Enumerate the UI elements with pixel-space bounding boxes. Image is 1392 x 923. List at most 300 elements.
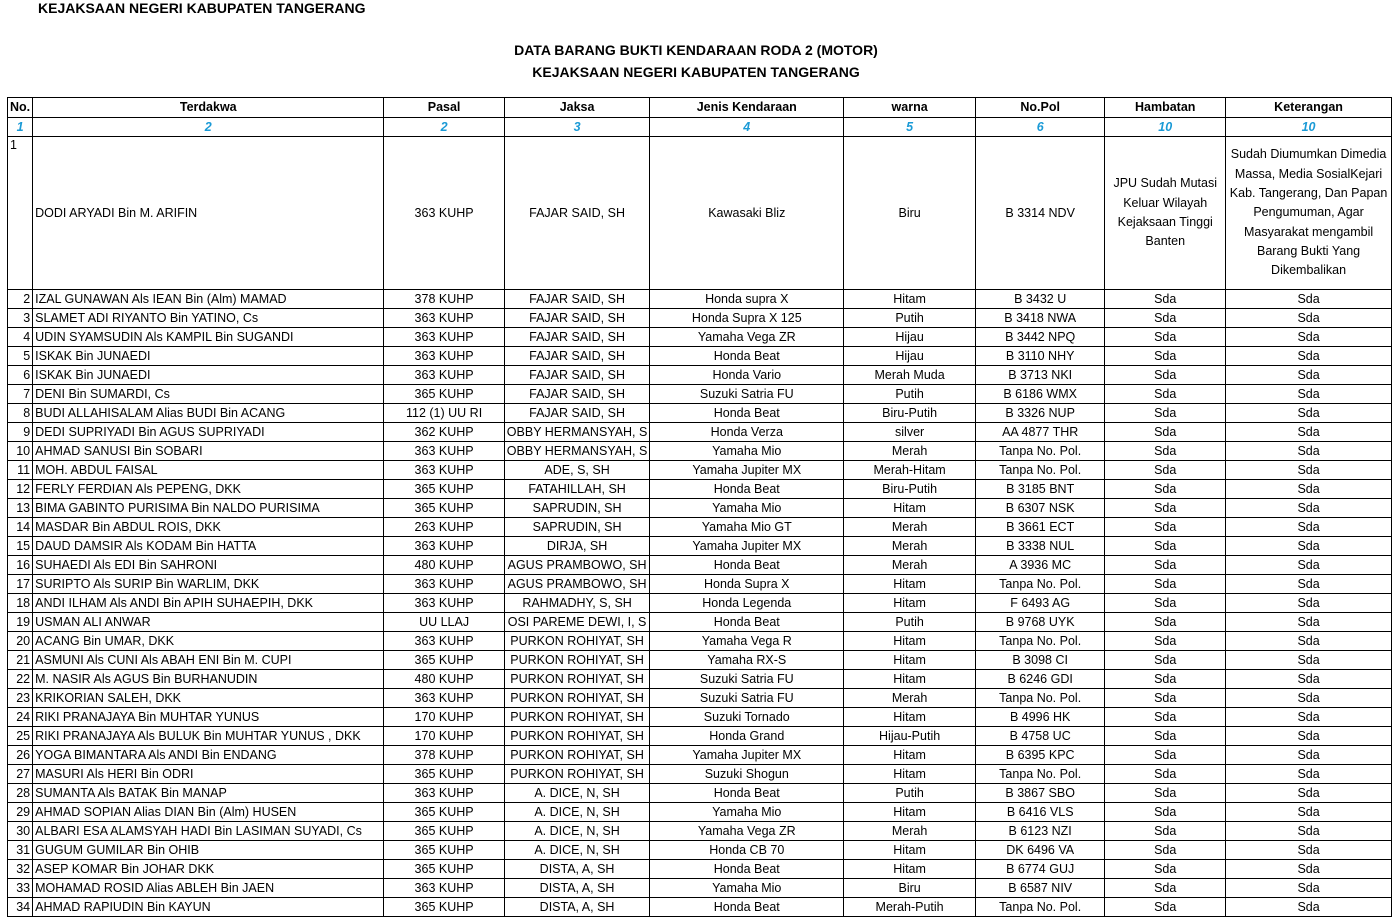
cell-nopol: B 9768 UYK (976, 613, 1105, 632)
cell-no: 15 (8, 537, 33, 556)
table-row (8, 366, 1392, 385)
cell-nopol: DK 6496 VA (976, 841, 1105, 860)
cell-terdakwa: AHMAD RAPIUDIN Bin KAYUN (33, 898, 384, 917)
cell-terdakwa: YOGA BIMANTARA Als ANDI Bin ENDANG (33, 746, 384, 765)
cell-jenis: Honda Vario (650, 366, 844, 385)
cell-nopol: Tanpa No. Pol. (976, 632, 1105, 651)
cell-nopol: AA 4877 THR (976, 423, 1105, 442)
cell-terdakwa: SUHAEDI Als EDI Bin SAHRONI (33, 556, 384, 575)
cell-jaksa: PURKON ROHIYAT, SH (504, 746, 650, 765)
table-row-first (8, 137, 1392, 290)
cell-hambatan: Sda (1105, 518, 1226, 537)
cell-terdakwa: ISKAK Bin JUNAEDI (33, 366, 384, 385)
cell-keterangan: Sda (1226, 499, 1392, 518)
cell-warna: silver (844, 423, 976, 442)
cell-pasal: 365 KUHP (384, 499, 504, 518)
cell-warna: Merah (844, 442, 976, 461)
table-row (8, 442, 1392, 461)
cell-nopol: Tanpa No. Pol. (976, 575, 1105, 594)
cell-jaksa: OSI PAREME DEWI, I, S (504, 613, 650, 632)
cell-hambatan: Sda (1105, 309, 1226, 328)
cell-jaksa: A. DICE, N, SH (504, 841, 650, 860)
column-index: 1 (8, 118, 33, 137)
cell-hambatan: Sda (1105, 822, 1226, 841)
cell-pasal: 170 KUHP (384, 708, 504, 727)
cell-no: 7 (8, 385, 33, 404)
cell-terdakwa: RIKI PRANAJAYA Als BULUK Bin MUHTAR YUNUS , DKK (33, 727, 384, 746)
cell-jenis: Honda Grand (650, 727, 844, 746)
cell-jaksa: AGUS PRAMBOWO, SH (504, 556, 650, 575)
cell-no: 33 (8, 879, 33, 898)
cell-pasal: 363 KUHP (384, 575, 504, 594)
cell-keterangan: Sda (1226, 746, 1392, 765)
cell-nopol: B 3338 NUL (976, 537, 1105, 556)
cell-keterangan: Sda (1226, 765, 1392, 784)
cell-keterangan: Sda (1226, 556, 1392, 575)
table-row (8, 860, 1392, 879)
cell-hambatan: Sda (1105, 575, 1226, 594)
table-row (8, 423, 1392, 442)
cell-no: 1 (8, 137, 33, 290)
table-row (8, 309, 1392, 328)
document-subtitle: KEJAKSAAN NEGERI KABUPATEN TANGERANG (532, 64, 860, 80)
header-jenis-kendaraan: Jenis Kendaraan (650, 98, 844, 118)
cell-jaksa: FATAHILLAH, SH (504, 480, 650, 499)
cell-keterangan: Sda (1226, 613, 1392, 632)
cell-pasal: 363 KUHP (384, 537, 504, 556)
cell-terdakwa: ASMUNI Als CUNI Als ABAH ENI Bin M. CUPI (33, 651, 384, 670)
cell-jenis: Honda Beat (650, 860, 844, 879)
cell-hambatan: Sda (1105, 651, 1226, 670)
table-row (8, 784, 1392, 803)
cell-jenis: Honda Legenda (650, 594, 844, 613)
cell-warna: Hitam (844, 803, 976, 822)
cell-no: 23 (8, 689, 33, 708)
cell-warna: Hitam (844, 708, 976, 727)
cell-no: 20 (8, 632, 33, 651)
cell-pasal: 365 KUHP (384, 822, 504, 841)
table-row (8, 385, 1392, 404)
cell-jaksa: A. DICE, N, SH (504, 803, 650, 822)
cell-pasal: 362 KUHP (384, 423, 504, 442)
cell-no: 31 (8, 841, 33, 860)
cell-hambatan: Sda (1105, 784, 1226, 803)
cell-warna: Putih (844, 613, 976, 632)
table-row (8, 518, 1392, 537)
cell-warna: Hitam (844, 499, 976, 518)
cell-nopol: B 3185 BNT (976, 480, 1105, 499)
cell-no: 22 (8, 670, 33, 689)
cell-hambatan: JPU Sudah Mutasi Keluar Wilayah Kejaksaan Tinggi Banten (1105, 137, 1226, 290)
cell-terdakwa: AHMAD SANUSI Bin SOBARI (33, 442, 384, 461)
cell-hambatan: Sda (1105, 860, 1226, 879)
cell-pasal: 363 KUHP (384, 328, 504, 347)
cell-terdakwa: MOHAMAD ROSID Alias ABLEH Bin JAEN (33, 879, 384, 898)
table-row (8, 328, 1392, 347)
evidence-table (7, 97, 1392, 917)
cell-keterangan: Sda (1226, 708, 1392, 727)
cell-jaksa: DISTA, A, SH (504, 879, 650, 898)
cell-warna: Biru-Putih (844, 404, 976, 423)
table-row (8, 480, 1392, 499)
cell-jaksa: FAJAR SAID, SH (504, 328, 650, 347)
cell-keterangan: Sda (1226, 594, 1392, 613)
cell-keterangan: Sda (1226, 822, 1392, 841)
cell-no: 12 (8, 480, 33, 499)
table-row (8, 689, 1392, 708)
cell-jaksa: PURKON ROHIYAT, SH (504, 765, 650, 784)
cell-nopol: B 3098 CI (976, 651, 1105, 670)
cell-jaksa: FAJAR SAID, SH (504, 347, 650, 366)
cell-hambatan: Sda (1105, 841, 1226, 860)
table-row (8, 594, 1392, 613)
cell-keterangan: Sda (1226, 632, 1392, 651)
cell-nopol: Tanpa No. Pol. (976, 689, 1105, 708)
cell-jaksa: A. DICE, N, SH (504, 784, 650, 803)
cell-terdakwa: GUGUM GUMILAR Bin OHIB (33, 841, 384, 860)
cell-no: 5 (8, 347, 33, 366)
cell-keterangan: Sda (1226, 461, 1392, 480)
header-row (8, 98, 1392, 118)
cell-keterangan: Sda (1226, 841, 1392, 860)
cell-hambatan: Sda (1105, 347, 1226, 366)
cell-pasal: 480 KUHP (384, 670, 504, 689)
cell-no: 3 (8, 309, 33, 328)
cell-hambatan: Sda (1105, 746, 1226, 765)
cell-warna: Hijau-Putih (844, 727, 976, 746)
cell-keterangan: Sda (1226, 651, 1392, 670)
cell-nopol: B 6416 VLS (976, 803, 1105, 822)
cell-warna: Hitam (844, 670, 976, 689)
cell-keterangan: Sda (1226, 879, 1392, 898)
cell-jaksa: OBBY HERMANSYAH, S (504, 423, 650, 442)
cell-keterangan: Sda (1226, 442, 1392, 461)
cell-no: 16 (8, 556, 33, 575)
cell-nopol: B 6774 GUJ (976, 860, 1105, 879)
cell-pasal: 363 KUHP (384, 632, 504, 651)
cell-terdakwa: ISKAK Bin JUNAEDI (33, 347, 384, 366)
cell-jenis: Suzuki Shogun (650, 765, 844, 784)
column-index: 6 (976, 118, 1105, 137)
header-terdakwa: Terdakwa (33, 98, 384, 118)
cell-jaksa: PURKON ROHIYAT, SH (504, 708, 650, 727)
cell-warna: Hitam (844, 860, 976, 879)
cell-pasal: 363 KUHP (384, 137, 504, 290)
cell-jaksa: DISTA, A, SH (504, 860, 650, 879)
cell-jenis: Suzuki Tornado (650, 708, 844, 727)
cell-terdakwa: IZAL GUNAWAN Als IEAN Bin (Alm) MAMAD (33, 290, 384, 309)
cell-keterangan: Sda (1226, 290, 1392, 309)
organization-name: KEJAKSAAN NEGERI KABUPATEN TANGERANG (38, 0, 366, 16)
cell-pasal: 365 KUHP (384, 841, 504, 860)
cell-jaksa: PURKON ROHIYAT, SH (504, 651, 650, 670)
table-row (8, 651, 1392, 670)
cell-warna: Putih (844, 784, 976, 803)
table-row (8, 537, 1392, 556)
cell-no: 10 (8, 442, 33, 461)
cell-pasal: 363 KUHP (384, 347, 504, 366)
cell-hambatan: Sda (1105, 480, 1226, 499)
cell-no: 30 (8, 822, 33, 841)
cell-nopol: B 4996 HK (976, 708, 1105, 727)
cell-jaksa: DISTA, A, SH (504, 898, 650, 917)
cell-jenis: Yamaha Jupiter MX (650, 537, 844, 556)
cell-terdakwa: UDIN SYAMSUDIN Als KAMPIL Bin SUGANDI (33, 328, 384, 347)
cell-warna: Merah-Hitam (844, 461, 976, 480)
cell-jenis: Yamaha Mio (650, 879, 844, 898)
cell-nopol: Tanpa No. Pol. (976, 898, 1105, 917)
cell-jaksa: RAHMADHY, S, SH (504, 594, 650, 613)
cell-hambatan: Sda (1105, 594, 1226, 613)
column-index: 4 (650, 118, 844, 137)
cell-hambatan: Sda (1105, 727, 1226, 746)
cell-jaksa: ADE, S, SH (504, 461, 650, 480)
cell-jenis: Yamaha RX-S (650, 651, 844, 670)
cell-pasal: 378 KUHP (384, 746, 504, 765)
cell-keterangan: Sda (1226, 423, 1392, 442)
cell-no: 2 (8, 290, 33, 309)
cell-terdakwa: MOH. ABDUL FAISAL (33, 461, 384, 480)
cell-jaksa: DIRJA, SH (504, 537, 650, 556)
cell-pasal: 363 KUHP (384, 309, 504, 328)
cell-jaksa: FAJAR SAID, SH (504, 137, 650, 290)
cell-no: 26 (8, 746, 33, 765)
column-index: 2 (384, 118, 504, 137)
cell-jenis: Yamaha Vega R (650, 632, 844, 651)
cell-warna: Putih (844, 309, 976, 328)
cell-pasal: 378 KUHP (384, 290, 504, 309)
cell-jenis: Honda Supra X 125 (650, 309, 844, 328)
cell-nopol: B 6246 GDI (976, 670, 1105, 689)
cell-pasal: 363 KUHP (384, 461, 504, 480)
cell-warna: Hijau (844, 347, 976, 366)
table-row (8, 404, 1392, 423)
cell-keterangan: Sda (1226, 898, 1392, 917)
cell-terdakwa: DAUD DAMSIR Als KODAM Bin HATTA (33, 537, 384, 556)
cell-jenis: Yamaha Jupiter MX (650, 461, 844, 480)
cell-no: 9 (8, 423, 33, 442)
cell-jaksa: SAPRUDIN, SH (504, 499, 650, 518)
cell-no: 24 (8, 708, 33, 727)
cell-warna: Putih (844, 385, 976, 404)
cell-terdakwa: DEDI SUPRIYADI Bin AGUS SUPRIYADI (33, 423, 384, 442)
cell-nopol: B 3110 NHY (976, 347, 1105, 366)
cell-no: 18 (8, 594, 33, 613)
cell-keterangan: Sda (1226, 575, 1392, 594)
cell-keterangan: Sda (1226, 328, 1392, 347)
cell-nopol: B 6186 WMX (976, 385, 1105, 404)
cell-no: 13 (8, 499, 33, 518)
table-row (8, 290, 1392, 309)
header-keterangan: Keterangan (1226, 98, 1392, 118)
cell-hambatan: Sda (1105, 537, 1226, 556)
table-row (8, 499, 1392, 518)
cell-warna: Merah (844, 689, 976, 708)
cell-jenis: Honda Beat (650, 480, 844, 499)
cell-jenis: Yamaha Mio GT (650, 518, 844, 537)
header-no: No. (8, 98, 33, 118)
cell-terdakwa: BIMA GABINTO PURISIMA Bin NALDO PURISIMA (33, 499, 384, 518)
cell-warna: Merah Muda (844, 366, 976, 385)
table-row (8, 765, 1392, 784)
cell-no: 14 (8, 518, 33, 537)
cell-terdakwa: MASURI Als HERI Bin ODRI (33, 765, 384, 784)
cell-hambatan: Sda (1105, 404, 1226, 423)
cell-no: 11 (8, 461, 33, 480)
cell-warna: Merah-Putih (844, 898, 976, 917)
header-hambatan: Hambatan (1105, 98, 1226, 118)
column-index: 10 (1105, 118, 1226, 137)
cell-no: 34 (8, 898, 33, 917)
table-row (8, 727, 1392, 746)
cell-pasal: 365 KUHP (384, 480, 504, 499)
cell-keterangan: Sda (1226, 518, 1392, 537)
cell-jaksa: AGUS PRAMBOWO, SH (504, 575, 650, 594)
cell-terdakwa: SURIPTO Als SURIP Bin WARLIM, DKK (33, 575, 384, 594)
cell-pasal: UU LLAJ (384, 613, 504, 632)
cell-keterangan: Sda (1226, 803, 1392, 822)
cell-warna: Merah (844, 822, 976, 841)
cell-keterangan: Sda (1226, 309, 1392, 328)
cell-nopol: B 3867 SBO (976, 784, 1105, 803)
cell-keterangan: Sda (1226, 480, 1392, 499)
cell-jenis: Honda Beat (650, 404, 844, 423)
document-title: DATA BARANG BUKTI KENDARAAN RODA 2 (MOTOR) (514, 42, 878, 58)
cell-hambatan: Sda (1105, 803, 1226, 822)
cell-no: 32 (8, 860, 33, 879)
table-row (8, 632, 1392, 651)
cell-hambatan: Sda (1105, 328, 1226, 347)
cell-nopol: Tanpa No. Pol. (976, 442, 1105, 461)
cell-keterangan: Sda (1226, 537, 1392, 556)
cell-pasal: 480 KUHP (384, 556, 504, 575)
table-row (8, 461, 1392, 480)
cell-no: 6 (8, 366, 33, 385)
cell-pasal: 263 KUHP (384, 518, 504, 537)
cell-warna: Hitam (844, 746, 976, 765)
cell-pasal: 365 KUHP (384, 385, 504, 404)
cell-nopol: B 3418 NWA (976, 309, 1105, 328)
cell-pasal: 363 KUHP (384, 689, 504, 708)
cell-nopol: Tanpa No. Pol. (976, 765, 1105, 784)
cell-nopol: Tanpa No. Pol. (976, 461, 1105, 480)
cell-keterangan: Sda (1226, 689, 1392, 708)
cell-terdakwa: AHMAD SOPIAN Alias DIAN Bin (Alm) HUSEN (33, 803, 384, 822)
cell-terdakwa: ANDI ILHAM Als ANDI Bin APIH SUHAEPIH, DKK (33, 594, 384, 613)
cell-no: 19 (8, 613, 33, 632)
cell-terdakwa: SLAMET ADI RIYANTO Bin YATINO, Cs (33, 309, 384, 328)
table-row (8, 879, 1392, 898)
cell-nopol: B 6307 NSK (976, 499, 1105, 518)
cell-warna: Biru-Putih (844, 480, 976, 499)
cell-hambatan: Sda (1105, 898, 1226, 917)
cell-keterangan: Sda (1226, 366, 1392, 385)
cell-pasal: 365 KUHP (384, 898, 504, 917)
cell-jaksa: PURKON ROHIYAT, SH (504, 727, 650, 746)
cell-jenis: Honda supra X (650, 290, 844, 309)
cell-jenis: Honda Verza (650, 423, 844, 442)
cell-terdakwa: BUDI ALLAHISALAM Alias BUDI Bin ACANG (33, 404, 384, 423)
cell-terdakwa: ACANG Bin UMAR, DKK (33, 632, 384, 651)
cell-nopol: B 3713 NKI (976, 366, 1105, 385)
cell-no: 4 (8, 328, 33, 347)
cell-warna: Biru (844, 137, 976, 290)
cell-jaksa: FAJAR SAID, SH (504, 309, 650, 328)
cell-no: 28 (8, 784, 33, 803)
table-row (8, 746, 1392, 765)
cell-pasal: 363 KUHP (384, 784, 504, 803)
cell-nopol: B 6123 NZI (976, 822, 1105, 841)
cell-hambatan: Sda (1105, 879, 1226, 898)
cell-hambatan: Sda (1105, 689, 1226, 708)
cell-hambatan: Sda (1105, 765, 1226, 784)
cell-no: 27 (8, 765, 33, 784)
cell-warna: Hitam (844, 290, 976, 309)
cell-terdakwa: SUMANTA Als BATAK Bin MANAP (33, 784, 384, 803)
table-row (8, 708, 1392, 727)
header-pasal: Pasal (384, 98, 504, 118)
cell-pasal: 363 KUHP (384, 366, 504, 385)
cell-warna: Merah (844, 556, 976, 575)
cell-warna: Hitam (844, 765, 976, 784)
cell-pasal: 112 (1) UU RI (384, 404, 504, 423)
table-row (8, 556, 1392, 575)
table-row (8, 841, 1392, 860)
cell-pasal: 170 KUHP (384, 727, 504, 746)
table-row (8, 803, 1392, 822)
cell-nopol: B 4758 UC (976, 727, 1105, 746)
cell-terdakwa: FERLY FERDIAN Als PEPENG, DKK (33, 480, 384, 499)
cell-hambatan: Sda (1105, 442, 1226, 461)
cell-nopol: B 6587 NIV (976, 879, 1105, 898)
cell-terdakwa: ALBARI ESA ALAMSYAH HADI Bin LASIMAN SUYADI, Cs (33, 822, 384, 841)
cell-terdakwa: USMAN ALI ANWAR (33, 613, 384, 632)
cell-pasal: 365 KUHP (384, 860, 504, 879)
cell-jenis: Yamaha Jupiter MX (650, 746, 844, 765)
cell-hambatan: Sda (1105, 499, 1226, 518)
cell-pasal: 365 KUHP (384, 651, 504, 670)
column-index-row (8, 118, 1392, 137)
cell-warna: Hijau (844, 328, 976, 347)
cell-warna: Hitam (844, 651, 976, 670)
cell-jenis: Honda CB 70 (650, 841, 844, 860)
cell-warna: Hitam (844, 841, 976, 860)
cell-jenis: Yamaha Mio (650, 499, 844, 518)
cell-no: 21 (8, 651, 33, 670)
cell-warna: Biru (844, 879, 976, 898)
cell-jenis: Honda Beat (650, 613, 844, 632)
cell-keterangan: Sda (1226, 860, 1392, 879)
cell-nopol: B 6395 KPC (976, 746, 1105, 765)
cell-nopol: B 3661 ECT (976, 518, 1105, 537)
table-row (8, 670, 1392, 689)
cell-jaksa: SAPRUDIN, SH (504, 518, 650, 537)
header-nopol: No.Pol (976, 98, 1105, 118)
cell-nopol: F 6493 AG (976, 594, 1105, 613)
column-index: 2 (33, 118, 384, 137)
column-index: 3 (504, 118, 650, 137)
cell-pasal: 363 KUHP (384, 879, 504, 898)
cell-jenis: Yamaha Mio (650, 803, 844, 822)
cell-hambatan: Sda (1105, 366, 1226, 385)
cell-warna: Merah (844, 537, 976, 556)
cell-terdakwa: DODI ARYADI Bin M. ARIFIN (33, 137, 384, 290)
cell-terdakwa: DENI Bin SUMARDI, Cs (33, 385, 384, 404)
cell-jenis: Yamaha Vega ZR (650, 822, 844, 841)
cell-hambatan: Sda (1105, 290, 1226, 309)
cell-jaksa: FAJAR SAID, SH (504, 290, 650, 309)
cell-jenis: Kawasaki Bliz (650, 137, 844, 290)
